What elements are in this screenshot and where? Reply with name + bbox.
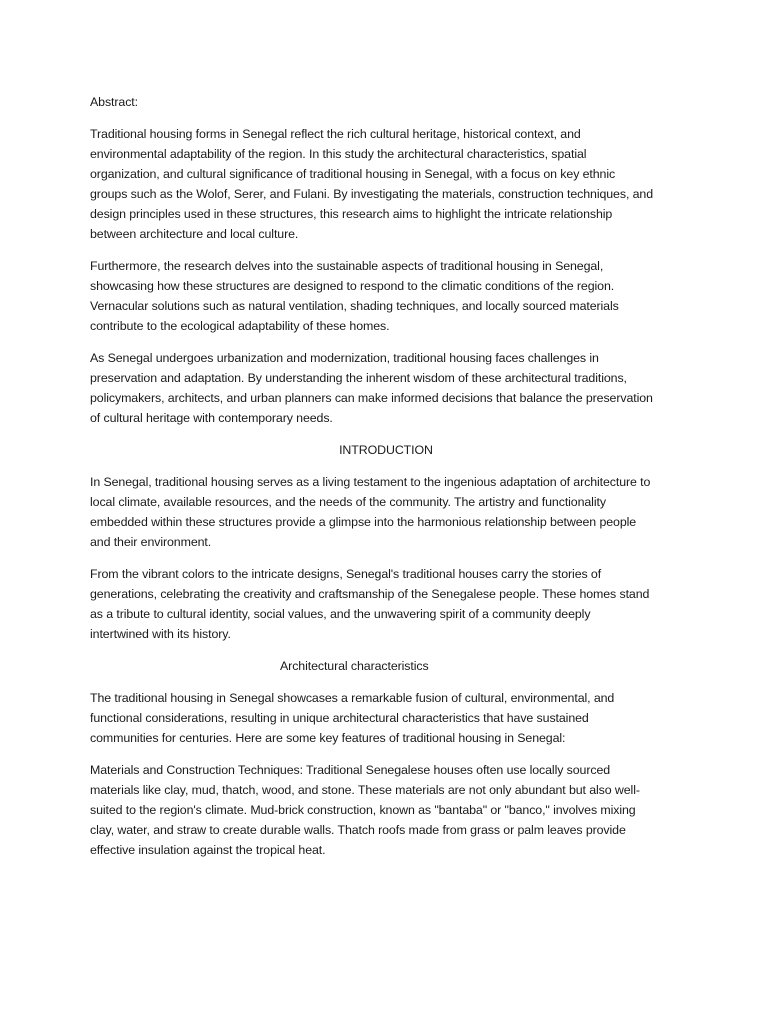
text-line: between architecture and local culture.	[90, 227, 299, 241]
document-body	[90, 92, 682, 872]
abstract-paragraph-3	[90, 348, 682, 428]
text-line: preservation and adaptation. By understanding the inherent wisdom of these architectural traditions,	[90, 371, 627, 385]
text-line: showcasing how these structures are designed to respond to the climatic conditions of the region.	[90, 279, 615, 293]
text-line: Traditional housing forms in Senegal reflect the rich cultural heritage, historical context, and	[90, 127, 581, 141]
text-line: In Senegal, traditional housing serves as a living testament to the ingenious adaptation of architecture to	[90, 475, 651, 489]
abstract-label: Abstract:	[90, 95, 138, 109]
introduction-heading: INTRODUCTION	[339, 443, 433, 457]
text-line: environmental adaptability of the region. In this study the architectural characteristics, spatial	[90, 147, 587, 161]
text-line: suited to the region's climate. Mud-brick construction, known as "bantaba" or "banco," involves mixing	[90, 803, 636, 817]
text-line: clay, water, and straw to create durable walls. Thatch roofs made from grass or palm leaves provide	[90, 823, 626, 837]
text-line: The traditional housing in Senegal showcases a remarkable fusion of cultural, environmental, and	[90, 691, 615, 705]
text-line: As Senegal undergoes urbanization and modernization, traditional housing faces challenges in	[90, 351, 599, 365]
introduction-paragraph-2	[90, 564, 682, 644]
text-line: contribute to the ecological adaptability of these homes.	[90, 319, 390, 333]
text-line: materials like clay, mud, thatch, wood, and stone. These materials are not only abundant but also well-	[90, 783, 640, 797]
text-line: From the vibrant colors to the intricate designs, Senegal's traditional houses carry the stories of	[90, 567, 602, 581]
text-line: design principles used in these structures, this research aims to highlight the intricate relationship	[90, 207, 613, 221]
text-line: embedded within these structures provide a glimpse into the harmonious relationship between people	[90, 515, 637, 529]
text-line: local climate, available resources, and the needs of the community. The artistry and functionality	[90, 495, 606, 509]
text-line: intertwined with its history.	[90, 627, 231, 641]
text-line: as a tribute to cultural identity, social values, and the unwavering spirit of a community deeply	[90, 607, 591, 621]
abstract-paragraph-1	[90, 124, 682, 244]
text-line: communities for centuries. Here are some key features of traditional housing in Senegal:	[90, 731, 566, 745]
text-line: of cultural heritage with contemporary needs.	[90, 411, 333, 425]
text-line: groups such as the Wolof, Serer, and Fulani. By investigating the materials, construction techniques, and	[90, 187, 654, 201]
text-line: and their environment.	[90, 535, 212, 549]
abstract-paragraph-2	[90, 256, 682, 336]
introduction-paragraph-1	[90, 472, 682, 552]
text-line: policymakers, architects, and urban planners can make informed decisions that balance the preservation	[90, 391, 653, 405]
text-line: organization, and cultural significance of traditional housing in Senegal, with a focus on key ethnic	[90, 167, 616, 181]
text-line: functional considerations, resulting in unique architectural characteristics that have sustained	[90, 711, 589, 725]
architecture-paragraph-1	[90, 688, 682, 748]
text-line: Vernacular solutions such as natural ventilation, shading techniques, and locally sourced materials	[90, 299, 619, 313]
text-line: generations, celebrating the creativity and craftsmanship of the Senegalese people. These homes stand	[90, 587, 650, 601]
architecture-heading: Architectural characteristics	[280, 659, 429, 673]
text-line: Furthermore, the research delves into the sustainable aspects of traditional housing in Senegal,	[90, 259, 604, 273]
architecture-paragraph-2	[90, 760, 682, 860]
text-line: Materials and Construction Techniques: Traditional Senegalese houses often use locally sourced	[90, 763, 611, 777]
text-line: effective insulation against the tropical heat.	[90, 843, 326, 857]
